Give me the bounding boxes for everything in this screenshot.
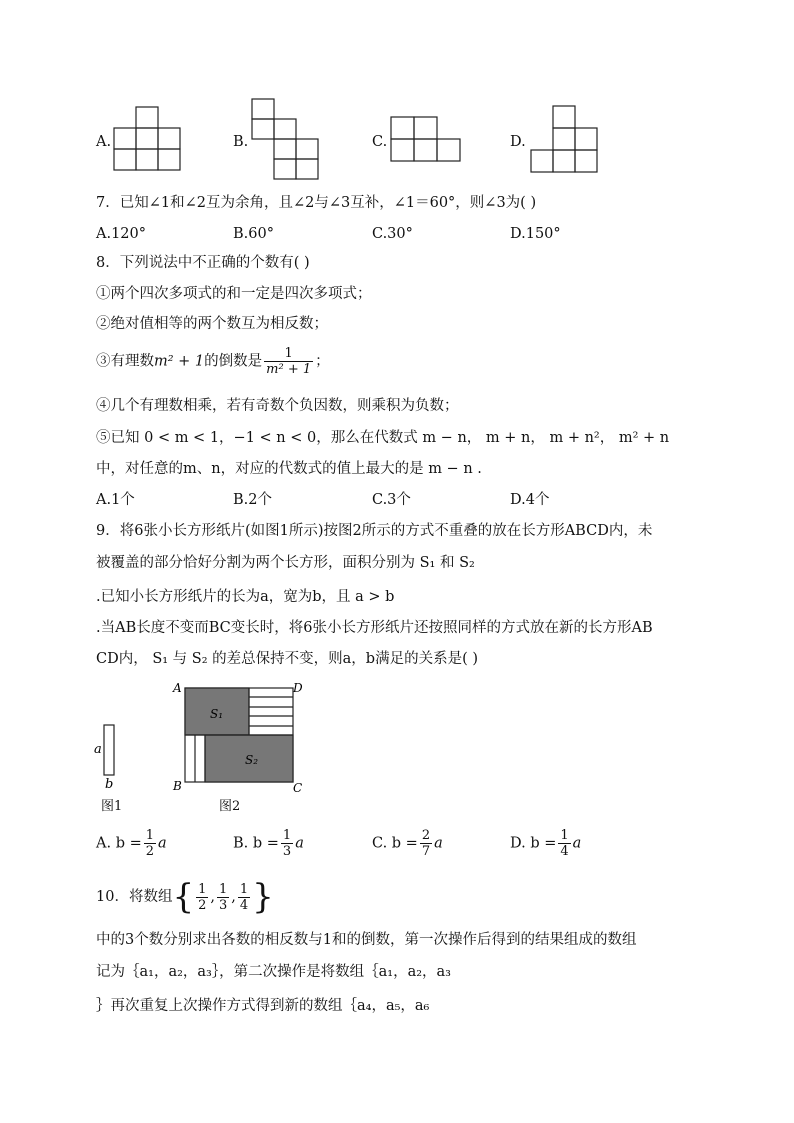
q6-option-a-figure [113,106,183,172]
q8-statement-3 [96,346,330,377]
q9-option-c[interactable] [372,828,443,859]
q9-c-fraction [420,828,432,859]
fig2-label-a: A [173,681,182,695]
q8-s3-end: ； [315,353,330,370]
q6-option-b-figure [251,98,321,184]
q9-c-num: 2 [421,828,431,843]
q10-fraction-2 [217,882,229,913]
q9-figure-1 [92,720,132,792]
q9-line-3: .已知小长方形纸片的长为a，宽为b，且 a > b [96,589,395,605]
q7-option-a[interactable]: A.120° [96,226,147,242]
q8-s3-pre: ③有理数 [96,353,154,370]
q9-a-fraction [144,828,156,859]
q9-d-fraction [558,828,570,859]
q10-f3-num: 1 [239,881,249,897]
q8-statement-5-cont: 中，对任意的m、n，对应的代数式的值上最大的是 m − n . [96,461,482,477]
q9-option-a[interactable] [96,828,167,859]
q8-statement-4: ④几个有理数相乘，若有奇数个负因数，则乘积为负数； [96,398,459,414]
q7-option-b[interactable]: B.60° [233,226,274,242]
q6-option-b-label[interactable]: B. [233,134,249,150]
q10-f3-den: 4 [239,897,249,913]
fig2-s1-label: S₁ [210,707,224,721]
q9-b-label: B. b = [233,835,279,852]
q8-s3-fraction [264,346,313,377]
q6-option-d-figure [530,105,602,173]
q9-a-tail: a [158,835,167,852]
q8-option-b[interactable]: B.2个 [233,492,272,508]
q10-fraction-3 [238,882,250,913]
q9-c-den: 7 [421,844,431,859]
q8-statement-1: ①两个四次多项式的和一定是四次多项式； [96,286,372,302]
q8-statement-2: ②绝对值相等的两个数互为相反数； [96,316,328,332]
q9-d-num: 1 [560,828,569,843]
q9-b-tail: a [295,835,304,852]
q9-figure-2 [170,680,310,796]
q9-a-label: A. b = [96,835,142,852]
q9-option-b[interactable] [233,828,304,859]
q9-c-tail: a [434,835,443,852]
q9-b-den: 3 [282,844,292,859]
q10-f1-num: 1 [198,881,207,897]
fig1-a-label: a [94,742,102,757]
q10-line-1: 10．将数组{ $\frac{1}{2}$ , $\frac{1}{3}$ , $\frac{1}{4}$ } [96,877,274,917]
q8-s3-mid: 的倒数是 [204,353,263,370]
q7-option-d[interactable]: D.150° [510,226,561,242]
fig2-label-c: C [293,781,303,795]
fig1-b-label: b [105,777,114,792]
q9-d-label: D. b = [510,835,557,852]
q10-fraction-1 [196,882,208,913]
q8-statement-5: ⑤已知 0 < m < 1，−1 < n < 0，那么在代数式 m − n， m + n， m + n²， m² + n [96,430,670,446]
q10-line-4: ｝再次重复上次操作方式得到新的数组｛a₄，a₅，a₆ [96,998,430,1014]
q9-line-1: 9．将6张小长方形纸片(如图1所示)按图2所示的方式不重叠的放在长方形ABCD内，未 [96,523,653,539]
fig2-s2-label: S₂ [245,753,259,767]
q9-figure-2-caption: 图2 [219,799,241,814]
q9-a-num: 1 [145,828,155,843]
q8-s3-denominator: m² + 1 [266,362,312,377]
q10-brace-open: { [172,877,195,917]
q6-option-c-label[interactable]: C. [372,134,388,150]
q9-d-den: 4 [560,844,569,859]
q10-f2-den: 3 [218,897,228,913]
q7-option-c[interactable]: C.30° [372,226,413,242]
q9-figure-1-caption: 图1 [101,799,123,814]
q8-s3-expr: m² + 1 [154,353,205,370]
q9-b-num: 1 [282,828,292,843]
fig2-label-b: B [173,779,182,793]
q10-line-3: 记为｛a₁，a₂，a₃｝，第二次操作是将数组｛a₁，a₂，a₃ [96,964,451,980]
q9-a-den: 2 [145,844,155,859]
q9-line-2: 被覆盖的部分恰好分割为两个长方形，面积分别为 S₁ 和 S₂ [96,555,475,571]
q6-option-c-figure [390,116,462,164]
q9-c-label: C. b = [372,835,418,852]
q10-pre: 10．将数组 [96,889,173,905]
q9-option-d[interactable] [510,828,581,859]
q9-line-5: CD内， S₁ 与 S₂ 的差总保持不变，则a，b满足的关系是( ) [96,651,478,667]
q6-option-d-label[interactable]: D. [510,134,526,150]
fig2-label-d: D [293,681,303,695]
q8-stem: 8．下列说法中不正确的个数有( ) [96,255,310,271]
q8-option-d[interactable]: D.4个 [510,492,550,508]
q9-d-tail: a [572,835,582,852]
q10-f1-den: 2 [198,897,207,913]
q8-s3-numerator: 1 [264,346,313,362]
q8-option-a[interactable]: A.1个 [96,492,135,508]
q9-line-4: .当AB长度不变而BC变长时，将6张小长方形纸片还按照同样的方式放在新的长方形AB [96,620,653,636]
q9-b-fraction [281,828,293,859]
q8-option-c[interactable]: C.3个 [372,492,411,508]
q10-brace-close: } [252,877,274,917]
q7-stem: 7．已知∠1和∠2互为余角，且∠2与∠3互补，∠1＝60°，则∠3为( ) [96,195,537,211]
q6-option-a-label[interactable]: A. [96,134,112,150]
q10-f2-num: 1 [218,881,228,897]
q10-line-2: 中的3个数分别求出各数的相反数与1和的倒数，第一次操作后得到的结果组成的数组 [96,932,637,948]
